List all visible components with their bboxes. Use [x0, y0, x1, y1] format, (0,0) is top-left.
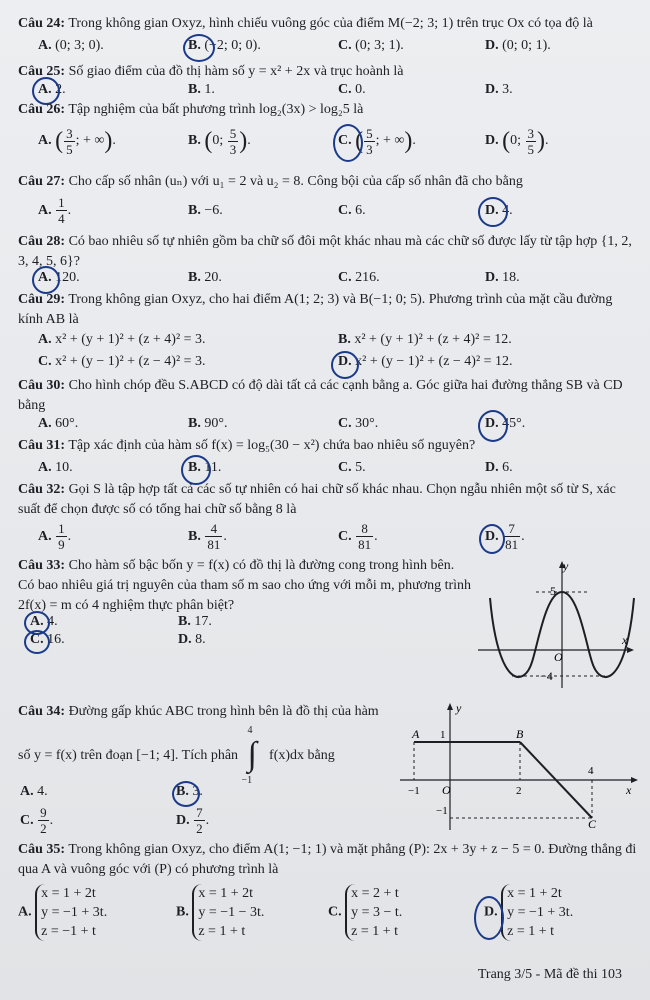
q24-option-b[interactable]: B. (−2; 0; 0). — [188, 38, 261, 53]
question-28: Câu 28: Có bao nhiêu số tự nhiên gồm ba chữ số đôi một khác nhau mà các chữ số được lấy từ tập hợp {1, 2, 3, 4, 5, 6}? — [18, 234, 632, 269]
q28-option-b[interactable]: B. 20. — [188, 270, 222, 285]
x-tick-minus-1: −1 — [408, 785, 420, 797]
q28-option-d[interactable]: D. 18. — [485, 270, 520, 285]
question-29: Câu 29: Trong không gian Oxyz, cho hai điểm A(1; 2; 3) và B(−1; 0; 5). Phương trình của mặt cầu đường kính AB là — [18, 292, 613, 327]
q29-option-c[interactable]: C. x² + (y − 1)² + (z − 4)² = 3. — [38, 354, 206, 369]
x-tick-4: 4 — [588, 765, 594, 777]
q34-polyline-graph — [400, 700, 640, 832]
q27-option-b[interactable]: B. −6. — [188, 203, 223, 218]
integral-sign: ∫ — [247, 736, 257, 773]
q31-option-c[interactable]: C. 5. — [338, 460, 366, 475]
point-A-label: A — [412, 727, 420, 741]
integral-upper: 4 — [247, 725, 253, 736]
q26-option-c[interactable]: C. ( $\frac{5}{3}$ ; + ∞). — [338, 125, 416, 157]
q25-option-b[interactable]: B. 1. — [188, 82, 215, 97]
q28-option-a[interactable]: A. 120. — [38, 270, 80, 285]
y-tick-minus-1: −1 — [436, 805, 448, 817]
q34-option-a[interactable]: A. 4. — [20, 784, 48, 799]
q35-option-d[interactable]: D. x = 1 + 2t y = −1 + 3t. z = 1 + t — [484, 886, 574, 939]
q29-option-a[interactable]: A. x² + (y + 1)² + (z + 4)² = 3. — [38, 332, 206, 347]
q26-option-d[interactable]: D. (0; $\frac{3}{5}$ ). — [485, 125, 549, 157]
y-arrow-icon — [447, 703, 453, 710]
question-text: Trong không gian Oxyz, hình chiếu vuông góc của điểm M(−2; 3; 1) trên trục Ox có tọa độ là — [68, 16, 593, 31]
integral-lower: −1 — [241, 775, 253, 786]
page-footer: Trang 3/5 - Mã đề thi 103 — [477, 967, 622, 982]
question-31: Câu 31: Tập xác định của hàm số f(x) = log₅(30 − x²) chứa bao nhiêu số nguyên? — [18, 438, 476, 453]
point-B-label: B — [516, 727, 524, 741]
x-label: x — [622, 633, 628, 647]
q29-option-d[interactable]: D. x² + (y − 1)² + (z − 4)² = 12. — [338, 354, 513, 369]
y-label: y — [563, 559, 569, 573]
q35-option-c[interactable]: C. x = 2 + t y = 3 − t. z = 1 + t — [328, 886, 403, 939]
origin-label: O — [554, 650, 563, 664]
y-label: y — [456, 701, 462, 715]
q34-option-c[interactable]: C. $\frac{9}{2}$ . — [20, 805, 54, 837]
q27-option-c[interactable]: C. 6. — [338, 203, 366, 218]
question-27: Câu 27: Cho cấp số nhân (uₙ) với u₁ = 2 và u₂ = 8. Công bội của cấp số nhân đã cho bằng — [18, 174, 523, 189]
question-label: Câu 24: — [18, 16, 66, 31]
q32-option-b[interactable]: B. $\frac{4}{81}$ . — [188, 521, 227, 553]
q31-option-d[interactable]: D. 6. — [485, 460, 513, 475]
q24-option-c[interactable]: C. (0; 3; 1). — [338, 38, 404, 53]
q34-option-b[interactable]: B. 3. — [176, 784, 203, 799]
min-label: −4 — [540, 669, 553, 683]
x-tick-2: 2 — [516, 785, 522, 797]
question-34-line2: số y = f(x) trên đoạn [−1; 4]. Tích phân 4 ∫ −1 f(x)dx bằng — [18, 725, 335, 786]
q28-option-c[interactable]: C. 216. — [338, 270, 380, 285]
q31-option-a[interactable]: A. 10. — [38, 460, 73, 475]
q33-option-a[interactable]: A. 4. — [30, 614, 58, 629]
q24-option-d[interactable]: D. (0; 0; 1). — [485, 38, 551, 53]
q27-option-d[interactable]: D. 4. — [485, 203, 513, 218]
q30-option-a[interactable]: A. 60°. — [38, 416, 79, 431]
question-32: Câu 32: Gọi S là tập hợp tất cả các số tự nhiên có hai chữ số khác nhau. Chọn ngẫu nhiên một số từ S, xác suất để chọn được số có tổng hai chữ số bằng 8 là — [18, 482, 616, 517]
q26-option-a[interactable]: A. ( $\frac{3}{5}$ ; + ∞). — [38, 125, 116, 157]
q33-option-c[interactable]: C. 16. — [30, 632, 65, 647]
x-label: x — [626, 783, 632, 797]
q25-option-a[interactable]: A. 2. — [38, 82, 66, 97]
q26-option-b[interactable]: B. (0; $\frac{5}{3}$ ). — [188, 125, 251, 157]
q24-option-a[interactable]: A. (0; 3; 0). — [38, 38, 104, 53]
y-tick-1: 1 — [440, 729, 446, 741]
q30-option-c[interactable]: C. 30°. — [338, 416, 379, 431]
q25-option-c[interactable]: C. 0. — [338, 82, 366, 97]
x-arrow-icon — [631, 777, 638, 783]
question-26: Câu 26: Tập nghiệm của bất phương trình log₂(3x) > log₂5 là — [18, 102, 364, 117]
x-arrow-icon — [627, 647, 634, 653]
q30-option-b[interactable]: B. 90°. — [188, 416, 228, 431]
q33-option-d[interactable]: D. 8. — [178, 632, 206, 647]
q33-quartic-graph — [476, 558, 636, 690]
q25-option-d[interactable]: D. 3. — [485, 82, 513, 97]
q31-option-b[interactable]: B. 11. — [188, 460, 222, 475]
question-33: Câu 33: Cho hàm số bậc bốn y = f(x) có đồ thị là đường cong trong hình bên. Có bao nhiêu giá trị nguyên của tham số m sao cho ứng với mỗi m, phương trình 2f(x) = m có 4 nghiệm thực phân biệt? — [18, 558, 472, 613]
q30-option-d[interactable]: D. 45°. — [485, 416, 526, 431]
q32-option-c[interactable]: C. $\frac{8}{81}$ . — [338, 521, 378, 553]
q29-option-b[interactable]: B. x² + (y + 1)² + (z + 4)² = 12. — [338, 332, 512, 347]
question-35: Câu 35: Trong không gian Oxyz, cho điểm A(1; −1; 1) và mặt phẳng (P): 2x + 3y + z − 5 = 0. Đường thẳng đi qua A và vuông góc với (P) có phương trình là — [18, 842, 637, 877]
question-25: Câu 25: Số giao điểm của đồ thị hàm số y = x² + 2x và trục hoành là — [18, 64, 404, 79]
q32-option-d[interactable]: D. $\frac{7}{81}$ . — [485, 521, 525, 553]
q32-option-a[interactable]: A. $\frac{1}{9}$ . — [38, 521, 72, 553]
question-34: Câu 34: Đường gấp khúc ABC trong hình bên là đồ thị của hàm — [18, 704, 379, 719]
max-label: 5 — [550, 584, 556, 598]
q34-option-d[interactable]: D. $\frac{7}{2}$ . — [176, 805, 210, 837]
q35-option-b[interactable]: B. x = 1 + 2t y = −1 − 3t. z = 1 + t — [176, 886, 265, 939]
question-24 — [18, 14, 640, 34]
q33-option-b[interactable]: B. 17. — [178, 614, 212, 629]
point-C-label: C — [588, 817, 597, 831]
q27-option-a[interactable]: A. $\frac{1}{4}$ . — [38, 195, 72, 227]
origin-label: O — [442, 783, 451, 797]
question-30: Câu 30: Cho hình chóp đều S.ABCD có độ dài tất cả các cạnh bằng a. Góc giữa hai đường thẳng SB và CD bằng — [18, 378, 623, 413]
q35-option-a[interactable]: A. x = 1 + 2t y = −1 + 3t. z = −1 + t — [18, 886, 108, 939]
